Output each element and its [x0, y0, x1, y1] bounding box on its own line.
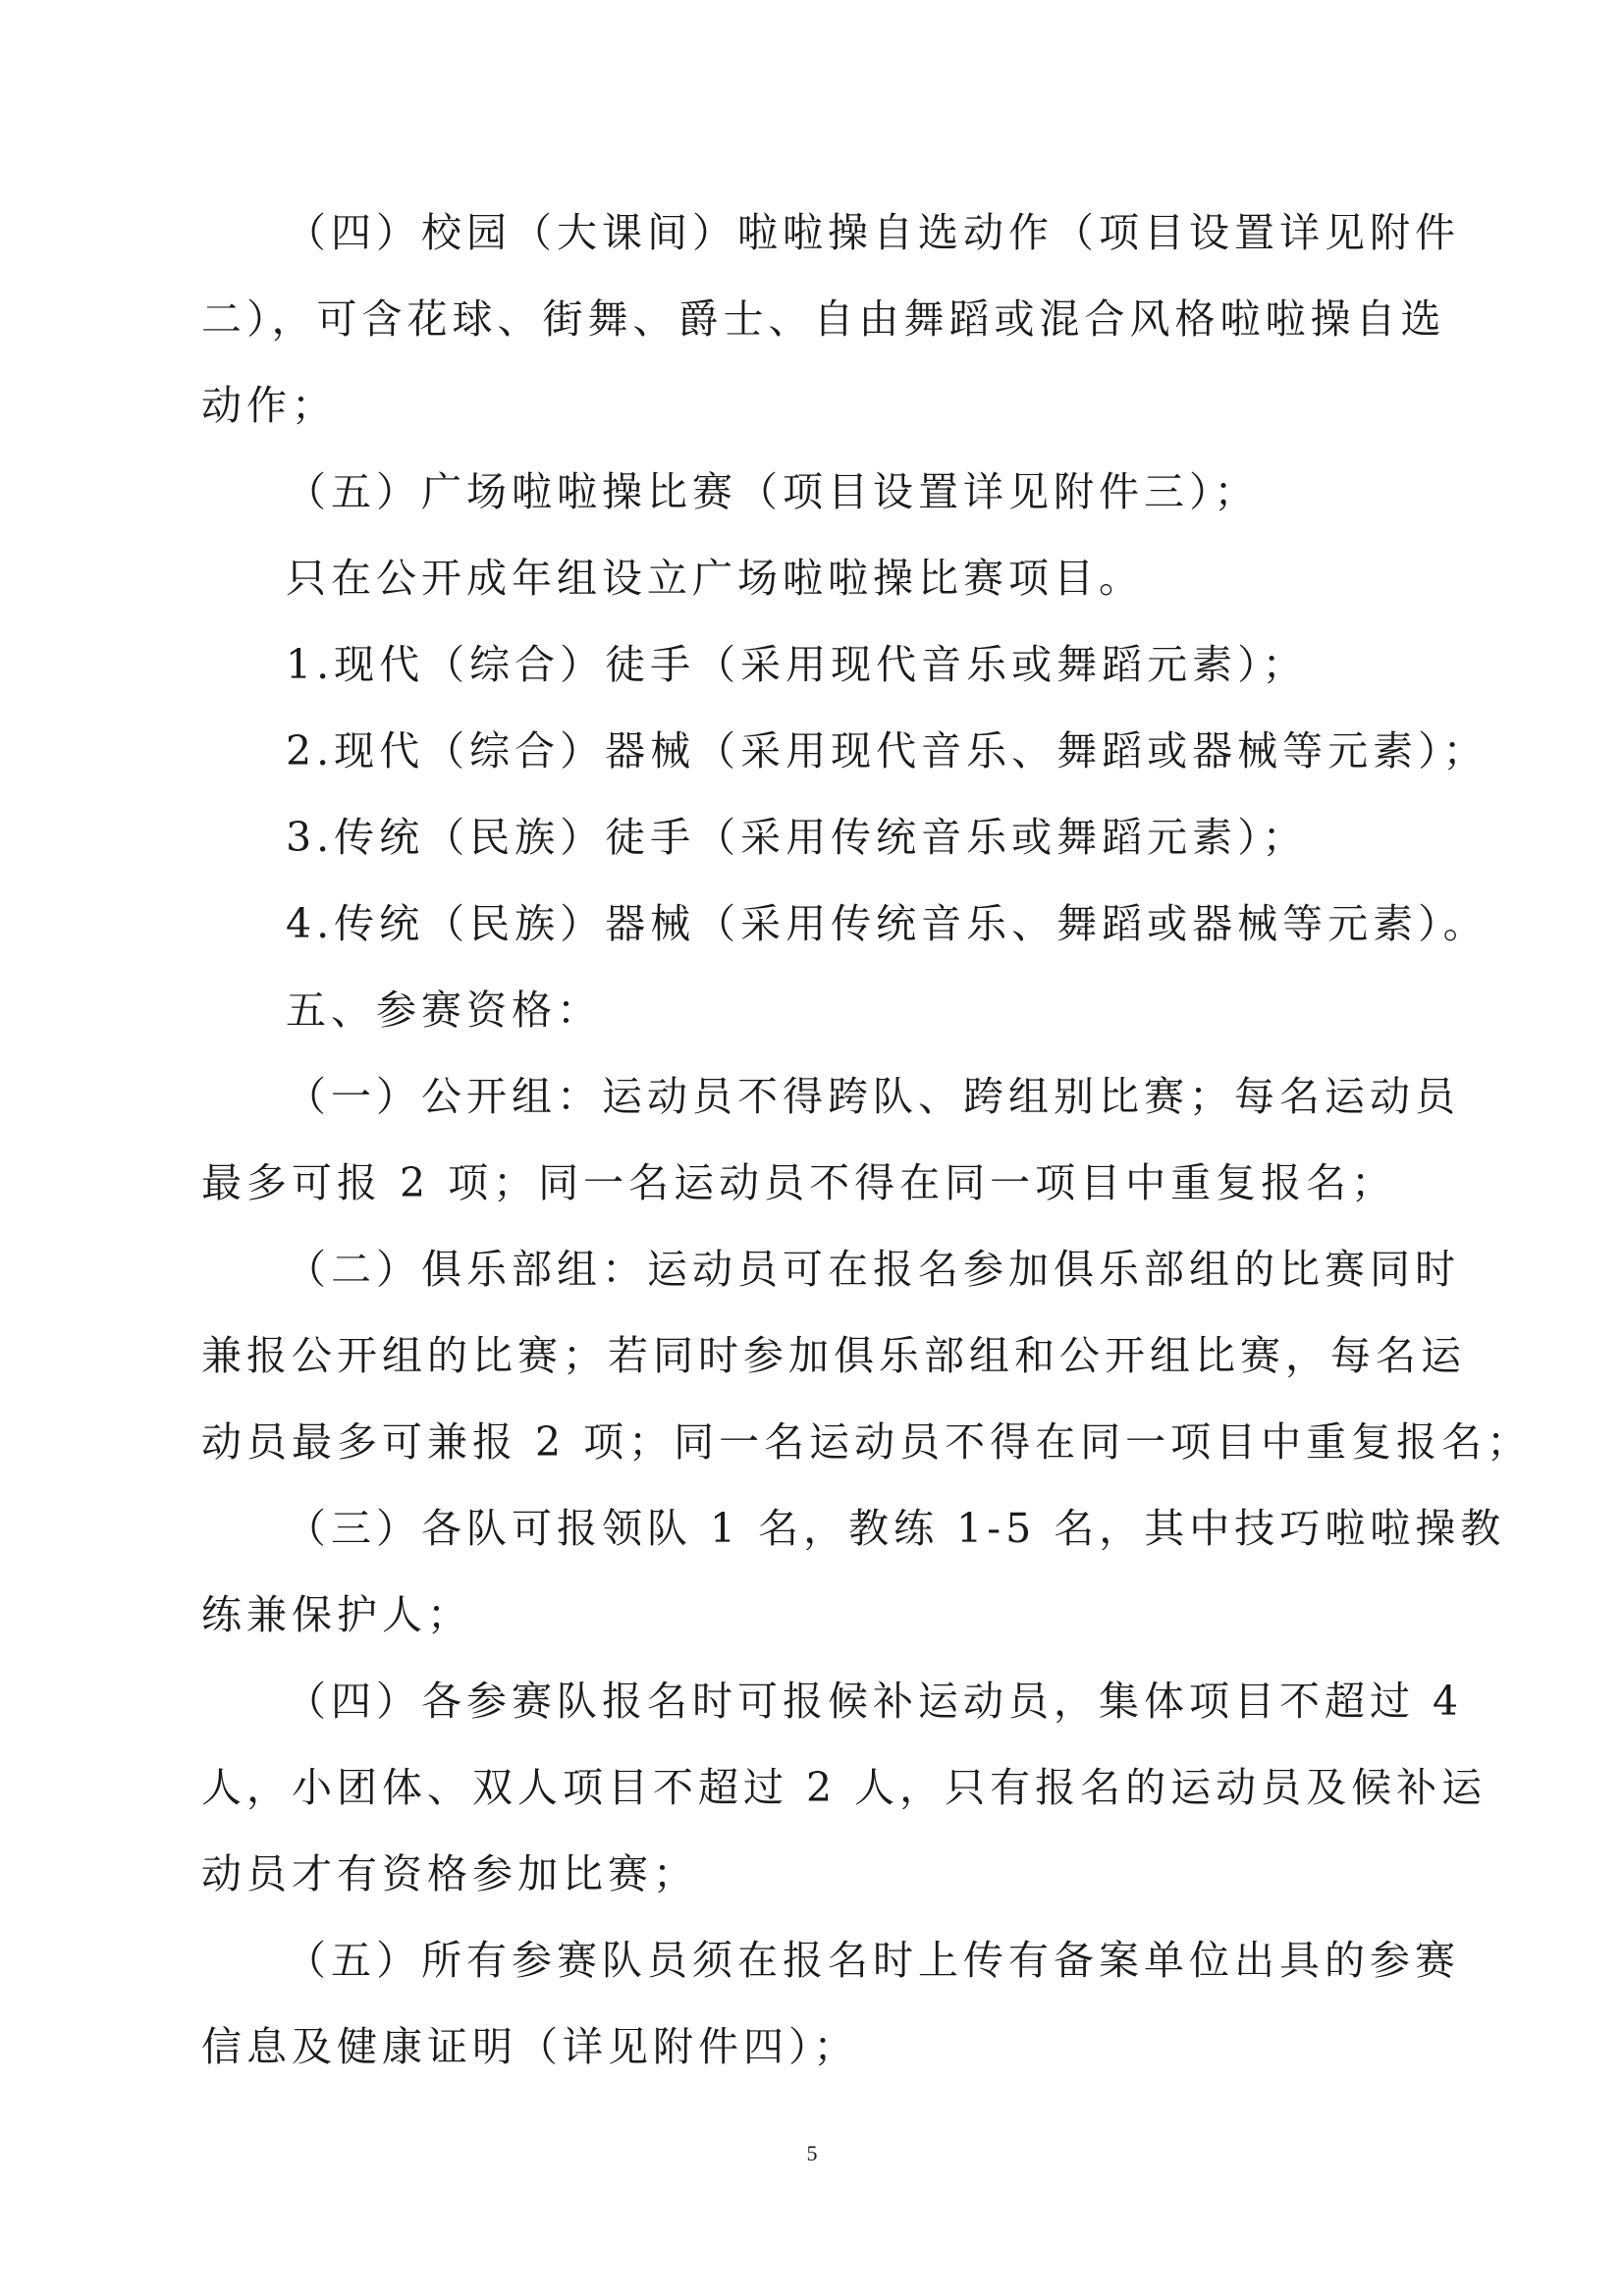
page-number: 5: [806, 2141, 818, 2165]
body-text: [201, 189, 1533, 2090]
paragraph-line: 练兼保护人；: [201, 1591, 472, 1638]
paragraph-line: 人，小团体、双人项目不超过 2 人，只有报名的运动员及候补运: [201, 1764, 1488, 1811]
paragraph-line: （二）俱乐部组：运动员可在报名参加俱乐部组的比赛同时: [286, 1246, 1460, 1293]
list-item: 1.现代（综合）徒手（采用现代音乐或舞蹈元素）；: [286, 641, 1308, 688]
section-heading: 五、参赛资格：: [286, 987, 602, 1034]
paragraph-line: 动员最多可兼报 2 项；同一名运动员不得在同一项目中重复报名；: [201, 1418, 1533, 1466]
paragraph-line: 兼报公开组的比赛；若同时参加俱乐部组和公开组比赛，每名运: [201, 1332, 1466, 1379]
paragraph-line: 二），可含花球、街舞、爵士、自由舞蹈或混合风格啦啦操自选: [201, 295, 1446, 343]
paragraph-line: （三）各队可报领队 1 名，教练 1-5 名，其中技巧啦啦操教: [286, 1505, 1506, 1552]
paragraph-line: 最多可报 2 项；同一名运动员不得在同一项目中重复报名；: [201, 1159, 1397, 1206]
list-item: 4.传统（民族）器械（采用传统音乐、舞蹈或器械等元素）。: [286, 900, 1489, 947]
paragraph-line: 信息及健康证明（详见附件四）；: [201, 2023, 859, 2070]
paragraph-line: 动作；: [201, 382, 337, 429]
list-item: 2.现代（综合）器械（采用现代音乐、舞蹈或器械等元素）；: [286, 727, 1489, 774]
paragraph-line: （一）公开组：运动员不得跨队、跨组别比赛；每名运动员: [286, 1073, 1460, 1120]
paragraph-line: （四）各参赛队报名时可报候补运动员，集体项目不超过 4: [286, 1678, 1464, 1725]
paragraph-line: （五）广场啦啦操比赛（项目设置详见附件三）；: [286, 468, 1260, 515]
paragraph-line: 动员才有资格参加比赛；: [201, 1850, 698, 1897]
list-item: 3.传统（民族）徒手（采用传统音乐或舞蹈元素）；: [286, 814, 1308, 861]
paragraph-line: （五）所有参赛队员须在报名时上传有备案单位出具的参赛: [286, 1937, 1460, 1984]
paragraph-line: （四）校园（大课间）啦啦操自选动作（项目设置详见附件: [286, 209, 1460, 256]
paragraph-line: 只在公开成年组设立广场啦啦操比赛项目。: [286, 555, 1144, 602]
